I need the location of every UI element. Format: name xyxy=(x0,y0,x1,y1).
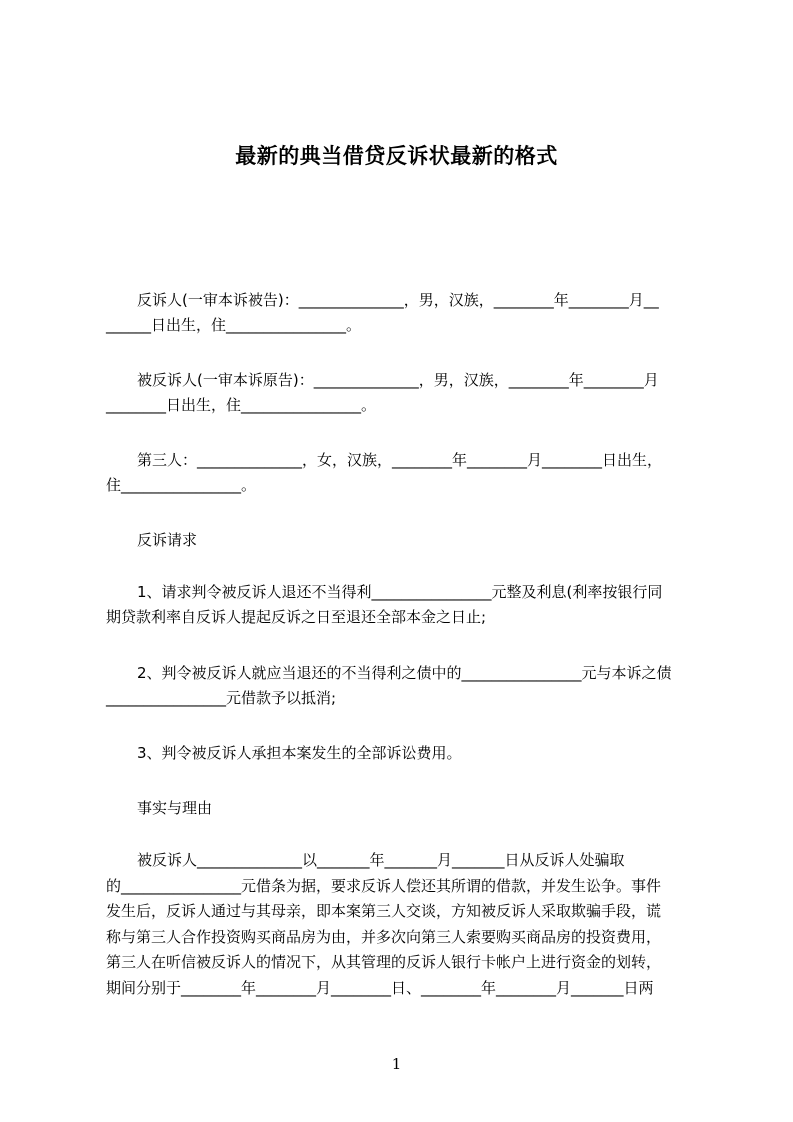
claim-item-3 xyxy=(106,741,702,766)
claim-item-1-line-1: 1、请求判令被反诉人退还不当得利________________元整及利息(利率按银行同 xyxy=(137,583,663,601)
facts-paragraph xyxy=(106,848,702,1001)
counter-defendant-line-1: 被反诉人(一审本诉原告)：______________，男，汉族，________年________月 xyxy=(137,371,659,389)
page-number: 1 xyxy=(391,1055,402,1073)
facts-line: 期间分别于________年________月________日、________年________月_______日两 xyxy=(106,978,654,997)
claims-heading xyxy=(106,528,702,553)
third-party-paragraph xyxy=(106,448,702,498)
claim-item-2-line-2: ________________元借款予以抵消; xyxy=(106,689,337,707)
facts-heading-text: 事实与理由 xyxy=(137,799,213,817)
counter-plaintiff-line-2: ______日出生，住________________。 xyxy=(106,316,362,334)
third-party-line-2: 住________________。 xyxy=(106,476,257,494)
claim-item-1-line-2: 期贷款利率自反诉人提起反诉之日至退还全部本金之日止; xyxy=(106,608,487,626)
third-party-line-1: 第三人：______________，女，汉族，________年________月________日出生， xyxy=(137,451,663,469)
counter-plaintiff-line-1: 反诉人(一审本诉被告)：______________，男，汉族，________年________月__ xyxy=(137,291,659,309)
counter-plaintiff-paragraph xyxy=(106,288,702,338)
counter-defendant-line-2: ________日出生，住________________。 xyxy=(106,396,377,414)
facts-line: 发生后，反诉人通过与其母亲，即本案第三人交谈，方知被反诉人采取欺骗手段，谎 xyxy=(106,902,662,920)
claim-item-2-line-1: 2、判令被反诉人就应当退还的不当得利之债中的________________元与本诉之债 xyxy=(137,664,672,682)
facts-line: 称与第三人合作投资购买商品房为由，并多次向第三人索要购买商品房的投资费用， xyxy=(106,927,662,946)
claim-item-3-line-1: 3、判令被反诉人承担本案发生的全部诉讼费用。 xyxy=(137,744,462,762)
claim-item-1 xyxy=(106,580,702,630)
facts-line: 的________________元借条为据，要求反诉人偿还其所谓的借款，并发生讼争。事件 xyxy=(106,876,662,895)
claims-heading-text: 反诉请求 xyxy=(137,531,198,549)
facts-line: 被反诉人______________以_______年_______月_______日从反诉人处骗取 xyxy=(137,851,625,869)
page-title: 最新的典当借贷反诉状最新的格式 xyxy=(235,144,558,168)
counter-defendant-paragraph xyxy=(106,368,702,418)
facts-heading xyxy=(106,796,702,821)
claim-item-2 xyxy=(106,661,702,711)
facts-line: 第三人在听信被反诉人的情况下，从其管理的反诉人银行卡帐户上进行资金的划转， xyxy=(106,953,662,971)
